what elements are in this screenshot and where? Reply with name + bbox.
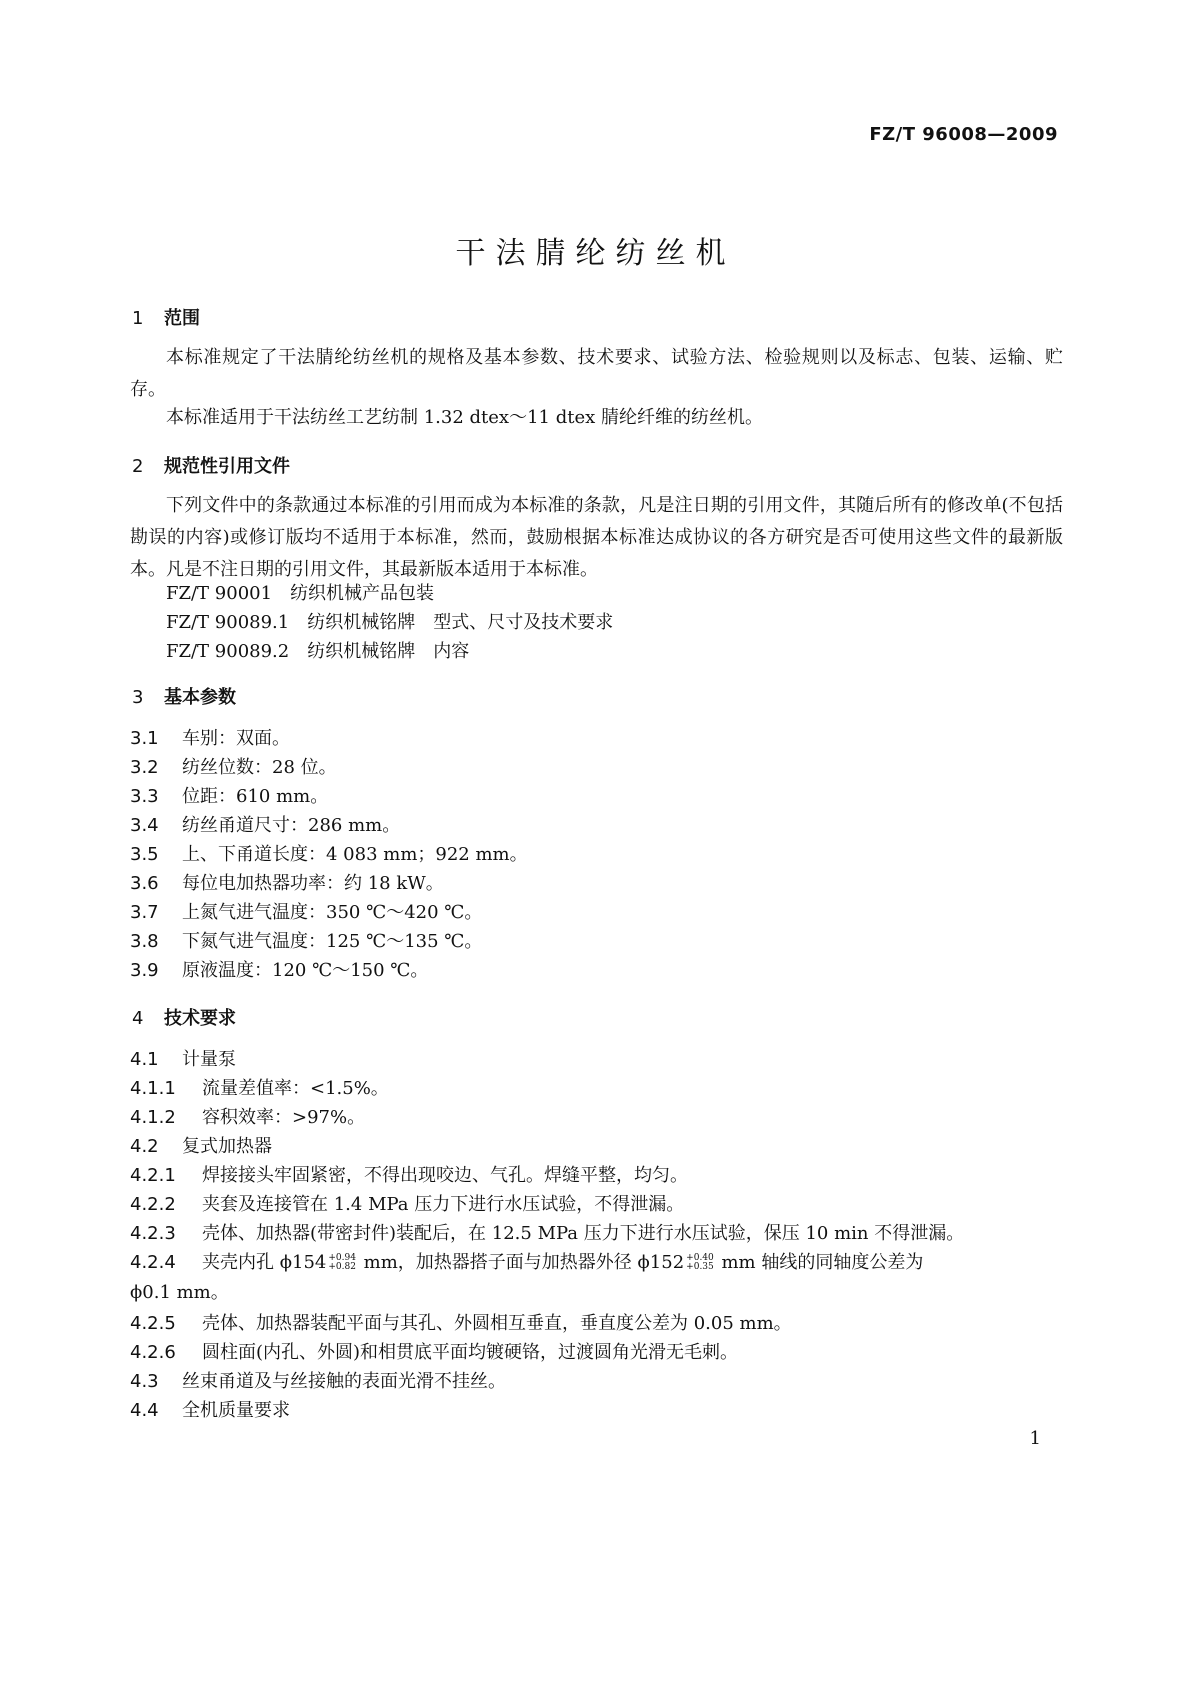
section-number: 2 [132, 456, 144, 477]
reference-name: 纺织机械铭牌 内容 [307, 641, 470, 662]
clause [130, 781, 1070, 813]
clause-text: 下氮气进气温度：125 ℃～135 ℃。 [182, 931, 483, 952]
clause [130, 955, 1070, 987]
clause-number: 3.2 [130, 757, 159, 778]
standard-number: FZ/T 96008—2009 [869, 124, 1058, 145]
paragraph: 下列文件中的条款通过本标准的引用而成为本标准的条款，凡是注日期的引用文件，其随后所有的修改单(不包括勘误的内容)或修订版均不适用于本标准，然而，鼓励根据本标准达成协议的各方研究是否可使用这些文件的最新版本。凡是不注日期的引用文件，其最新版本适用于本标准。 [130, 495, 1063, 580]
clause-text: 容积效率：>97%。 [202, 1107, 366, 1128]
clause-number: 4.2.5 [130, 1313, 176, 1334]
tolerance-upper: +0.94 [328, 1253, 356, 1263]
clause [130, 1044, 1070, 1076]
clause-number: 4.2.6 [130, 1342, 176, 1363]
clause-text: 纺丝甬道尺寸：286 mm。 [182, 815, 401, 836]
clause [130, 1308, 1070, 1340]
clause-number: 4.4 [130, 1400, 159, 1421]
clause [130, 1218, 1070, 1250]
clause-number: 4.1 [130, 1049, 159, 1070]
clause-number: 3.7 [130, 902, 159, 923]
clause-number: 4.3 [130, 1371, 159, 1392]
clause-text: 纺丝位数：28 位。 [182, 757, 337, 778]
clause-number: 3.3 [130, 786, 159, 807]
clause-number: 4.2 [130, 1136, 159, 1157]
clause-number: 4.2.1 [130, 1165, 176, 1186]
section-2-heading [132, 452, 290, 478]
section-title: 基本参数 [164, 687, 236, 708]
clause-text: 原液温度：120 ℃～150 ℃。 [182, 960, 429, 981]
clause-continuation [130, 1277, 1070, 1309]
clause-text: mm，加热器搭子面与加热器外径 ϕ152 [357, 1252, 685, 1273]
clause-text: 位距：610 mm。 [182, 786, 329, 807]
clause-number: 4.2.2 [130, 1194, 176, 1215]
clause-number: 3.9 [130, 960, 159, 981]
clause [130, 839, 1070, 871]
reference-code: FZ/T 90001 [166, 583, 273, 604]
clause-text: 车别：双面。 [182, 728, 290, 749]
page-number: 1 [1029, 1428, 1041, 1449]
clause [130, 1337, 1070, 1369]
clause-number: 3.5 [130, 844, 159, 865]
section-title: 规范性引用文件 [164, 456, 290, 477]
clause [130, 897, 1070, 929]
section-number: 3 [132, 687, 144, 708]
paragraph: 本标准适用于干法纺丝工艺纺制 1.32 dtex～11 dtex 腈纶纤维的纺丝机。 [166, 407, 763, 428]
clause [130, 1395, 1070, 1427]
reference-name: 纺织机械铭牌 型式、尺寸及技术要求 [307, 612, 614, 633]
document-title: 干法腈纶纺丝机 [455, 236, 736, 271]
clause-4-2-4 [130, 1247, 1070, 1279]
clause [130, 1160, 1070, 1192]
clause [130, 1131, 1070, 1163]
clause-text: 流量差值率：<1.5%。 [202, 1078, 389, 1099]
clause-text: 每位电加热器功率：约 18 kW。 [182, 873, 444, 894]
clause-text: 壳体、加热器(带密封件)装配后，在 12.5 MPa 压力下进行水压试验，保压 10 min 不得泄漏。 [202, 1223, 965, 1244]
section-3-heading [132, 683, 236, 709]
clause-number: 4.2.3 [130, 1223, 176, 1244]
reference-item [166, 607, 1106, 639]
clause-number: 4.1.1 [130, 1078, 176, 1099]
tolerance-1 [328, 1254, 356, 1272]
clause-text: 计量泵 [182, 1049, 236, 1070]
section-number: 1 [132, 308, 144, 329]
clause-text: 上氮气进气温度：350 ℃～420 ℃。 [182, 902, 483, 923]
tolerance-lower: +0.82 [328, 1262, 356, 1272]
clause [130, 1189, 1070, 1221]
clause-text: 焊接接头牢固紧密，不得出现咬边、气孔。焊缝平整，均匀。 [202, 1165, 688, 1186]
paragraph: 本标准规定了干法腈纶纺丝机的规格及基本参数、技术要求、试验方法、检验规则以及标志、包装、运输、贮存。 [130, 347, 1063, 400]
clause [130, 1366, 1070, 1398]
clause [130, 810, 1070, 842]
clause [130, 752, 1070, 784]
clause [130, 1102, 1070, 1134]
clause-text: 全机质量要求 [182, 1400, 290, 1421]
clause [130, 868, 1070, 900]
clause-number: 3.4 [130, 815, 159, 836]
reference-code: FZ/T 90089.1 [166, 612, 290, 633]
reference-name: 纺织机械产品包装 [290, 583, 435, 604]
clause-number: 4.1.2 [130, 1107, 176, 1128]
clause-number: 4.2.4 [130, 1252, 176, 1273]
clause-text: 丝束甬道及与丝接触的表面光滑不挂丝。 [182, 1371, 506, 1392]
reference-code: FZ/T 90089.2 [166, 641, 290, 662]
section-4-heading [132, 1004, 236, 1030]
tolerance-2 [686, 1254, 714, 1272]
clause-number: 3.6 [130, 873, 159, 894]
reference-item [166, 578, 1106, 610]
clause [130, 1073, 1070, 1105]
clause-text: 复式加热器 [182, 1136, 272, 1157]
clause-text: 上、下甬道长度：4 083 mm；922 mm。 [182, 844, 528, 865]
clause-text: ϕ0.1 mm。 [130, 1282, 229, 1303]
clause-text: 夹套及连接管在 1.4 MPa 压力下进行水压试验，不得泄漏。 [202, 1194, 685, 1215]
tolerance-upper: +0.40 [686, 1253, 714, 1263]
section-title: 技术要求 [164, 1008, 236, 1029]
section-1-heading [132, 304, 200, 330]
section-title: 范围 [164, 308, 200, 329]
reference-item [166, 636, 1106, 668]
clause [130, 926, 1070, 958]
section-number: 4 [132, 1008, 144, 1029]
tolerance-lower: +0.35 [686, 1262, 714, 1272]
clause-text: mm 轴线的同轴度公差为 [715, 1252, 924, 1273]
clause-number: 3.8 [130, 931, 159, 952]
clause-text: 圆柱面(内孔、外圆)和相贯底平面均镀硬铬，过渡圆角光滑无毛刺。 [202, 1342, 739, 1363]
clause-number: 3.1 [130, 728, 159, 749]
clause-text: 夹壳内孔 ϕ154 [202, 1252, 327, 1273]
clause [130, 723, 1070, 755]
clause-text: 壳体、加热器装配平面与其孔、外圆相互垂直，垂直度公差为 0.05 mm。 [202, 1313, 792, 1334]
